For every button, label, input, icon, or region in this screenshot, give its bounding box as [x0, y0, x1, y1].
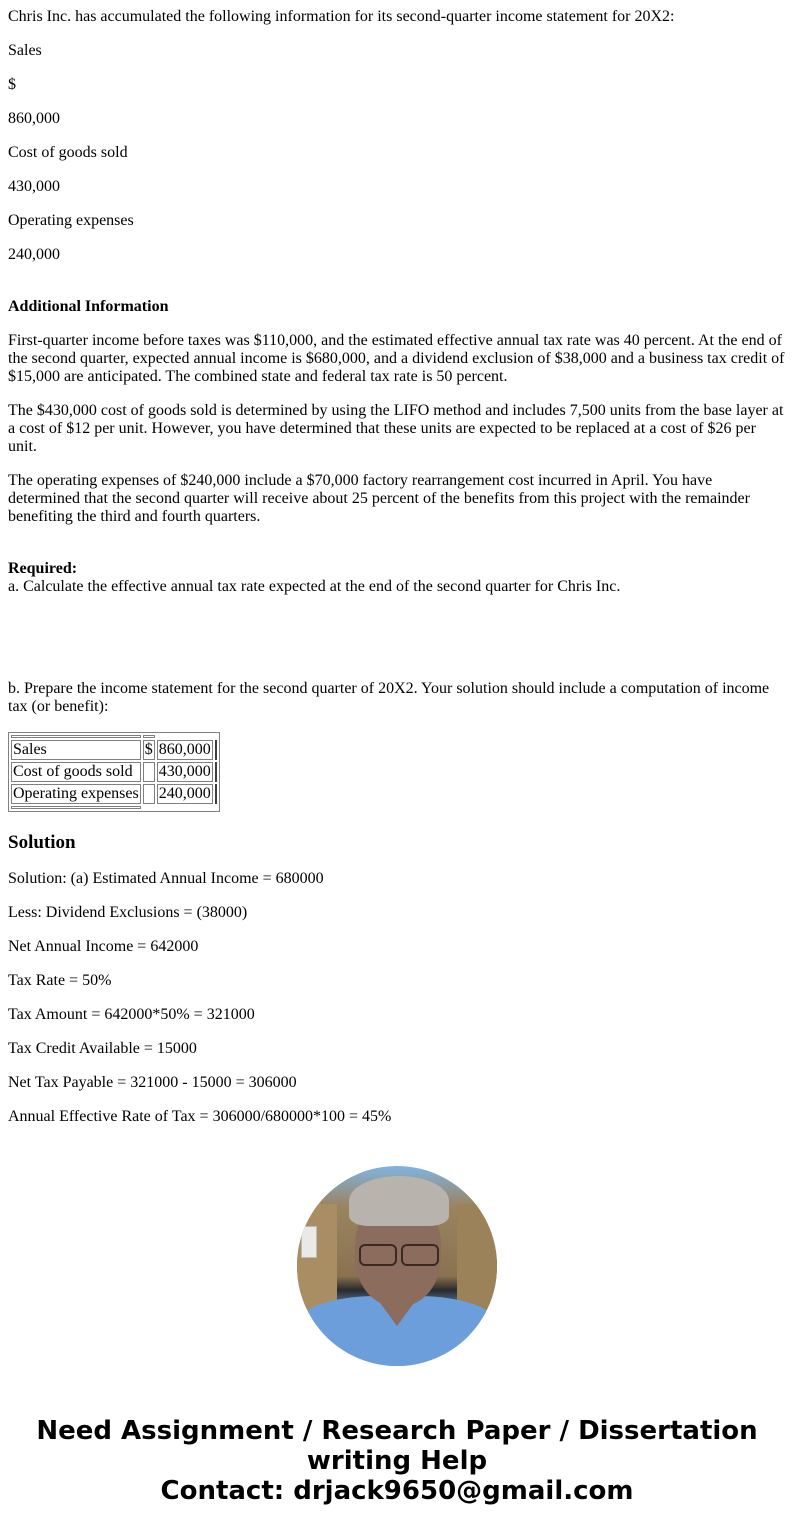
promo-line-2: writing Help	[306, 1446, 488, 1476]
table-cell-label: Operating expenses	[13, 785, 139, 802]
table-side-bar	[215, 762, 217, 782]
avatar-container	[8, 1166, 786, 1366]
table-empty-cell	[157, 735, 213, 738]
table-empty-cell	[215, 806, 217, 809]
table-bar-cell	[11, 735, 141, 738]
given-opex-amount: 240,000	[8, 246, 60, 263]
given-opex-label: Operating expenses	[8, 212, 134, 229]
table-side-bar	[215, 784, 217, 804]
given-sales-label: Sales	[8, 42, 42, 59]
table-bottom-bar-row	[11, 806, 217, 809]
income-data-table	[8, 732, 220, 812]
solution-line: Solution: (a) Estimated Annual Income = 680000	[8, 870, 324, 887]
solution-line: Annual Effective Rate of Tax = 306000/680000*100 = 45%	[8, 1108, 392, 1125]
additional-info-paragraph: The $430,000 cost of goods sold is determined by using the LIFO method and includes 7,500 units from the base layer at a cost of $12 per unit. However, you have determined that these units are expected to be replaced at a cost of $26 per unit.	[8, 402, 784, 455]
table-cell-currency	[143, 762, 155, 782]
table-bar-cell	[11, 806, 141, 809]
given-sales-amount: 860,000	[8, 110, 60, 127]
required-part-b: b. Prepare the income statement for the second quarter of 20X2. Your solution should include a computation of income tax (or benefit):	[8, 680, 770, 715]
table-cell-currency: $	[144, 741, 153, 758]
solution-line: Tax Credit Available = 15000	[8, 1040, 197, 1057]
solution-line: Tax Rate = 50%	[8, 972, 112, 989]
intro-text: Chris Inc. has accumulated the following information for its second-quarter income statement for 20X2:	[8, 8, 675, 25]
answer-space	[8, 612, 786, 664]
additional-info-heading: Additional Information	[8, 298, 169, 315]
table-empty-cell	[215, 735, 217, 738]
additional-info-paragraph: The operating expenses of $240,000 include a $70,000 factory rearrangement cost incurred in April. You have determined that the second quarter will receive about 25 percent of the benefits from this project with the remainder benefiting the third and fourth quarters.	[8, 472, 750, 525]
given-sales-currency: $	[8, 76, 16, 93]
required-part-a: a. Calculate the effective annual tax rate expected at the end of the second quarter for Chris Inc.	[8, 578, 621, 595]
table-row	[11, 740, 217, 760]
table-cell-amount: 860,000	[158, 741, 211, 758]
table-empty-cell	[157, 806, 213, 809]
promo-contact: Contact: drjack9650@gmail.com	[160, 1476, 634, 1506]
required-section	[8, 560, 786, 596]
promo-line-1: Need Assignment / Research Paper / Dissertation	[36, 1416, 758, 1446]
table-cell-amount: 240,000	[158, 785, 211, 802]
table-cell-label: Cost of goods sold	[11, 762, 141, 782]
table-cell-amount: 430,000	[158, 763, 211, 780]
additional-info-paragraph: First-quarter income before taxes was $110,000, and the estimated effective annual tax rate was 40 percent. At the end of the second quarter, expected annual income is $680,000, and a dividend exclusion of $38,000 and a business tax credit of $15,000 are anticipated. The combined state and federal tax rate is 50 percent.	[8, 332, 785, 385]
document-page	[0, 8, 794, 1506]
table-side-bar	[215, 740, 217, 760]
table-cell-currency	[143, 784, 155, 804]
promo-banner	[8, 1416, 786, 1506]
tutor-portrait-photo-icon	[297, 1166, 497, 1366]
table-bar-cell	[143, 735, 155, 738]
table-top-bar-row	[11, 735, 217, 738]
given-cogs-amount: 430,000	[8, 178, 60, 195]
required-heading: Required:	[8, 560, 78, 577]
table-row	[11, 762, 217, 782]
solution-line: Net Tax Payable = 321000 - 15000 = 306000	[8, 1074, 297, 1091]
solution-line: Net Annual Income = 642000	[8, 938, 199, 955]
table-cell-label: Sales	[11, 740, 141, 760]
solution-line: Tax Amount = 642000*50% = 321000	[8, 1006, 255, 1023]
table-row	[11, 784, 217, 804]
solution-line: Less: Dividend Exclusions = (38000)	[8, 904, 248, 921]
table-empty-cell	[143, 806, 155, 809]
solution-heading: Solution	[8, 832, 76, 853]
given-cogs-label: Cost of goods sold	[8, 144, 128, 161]
